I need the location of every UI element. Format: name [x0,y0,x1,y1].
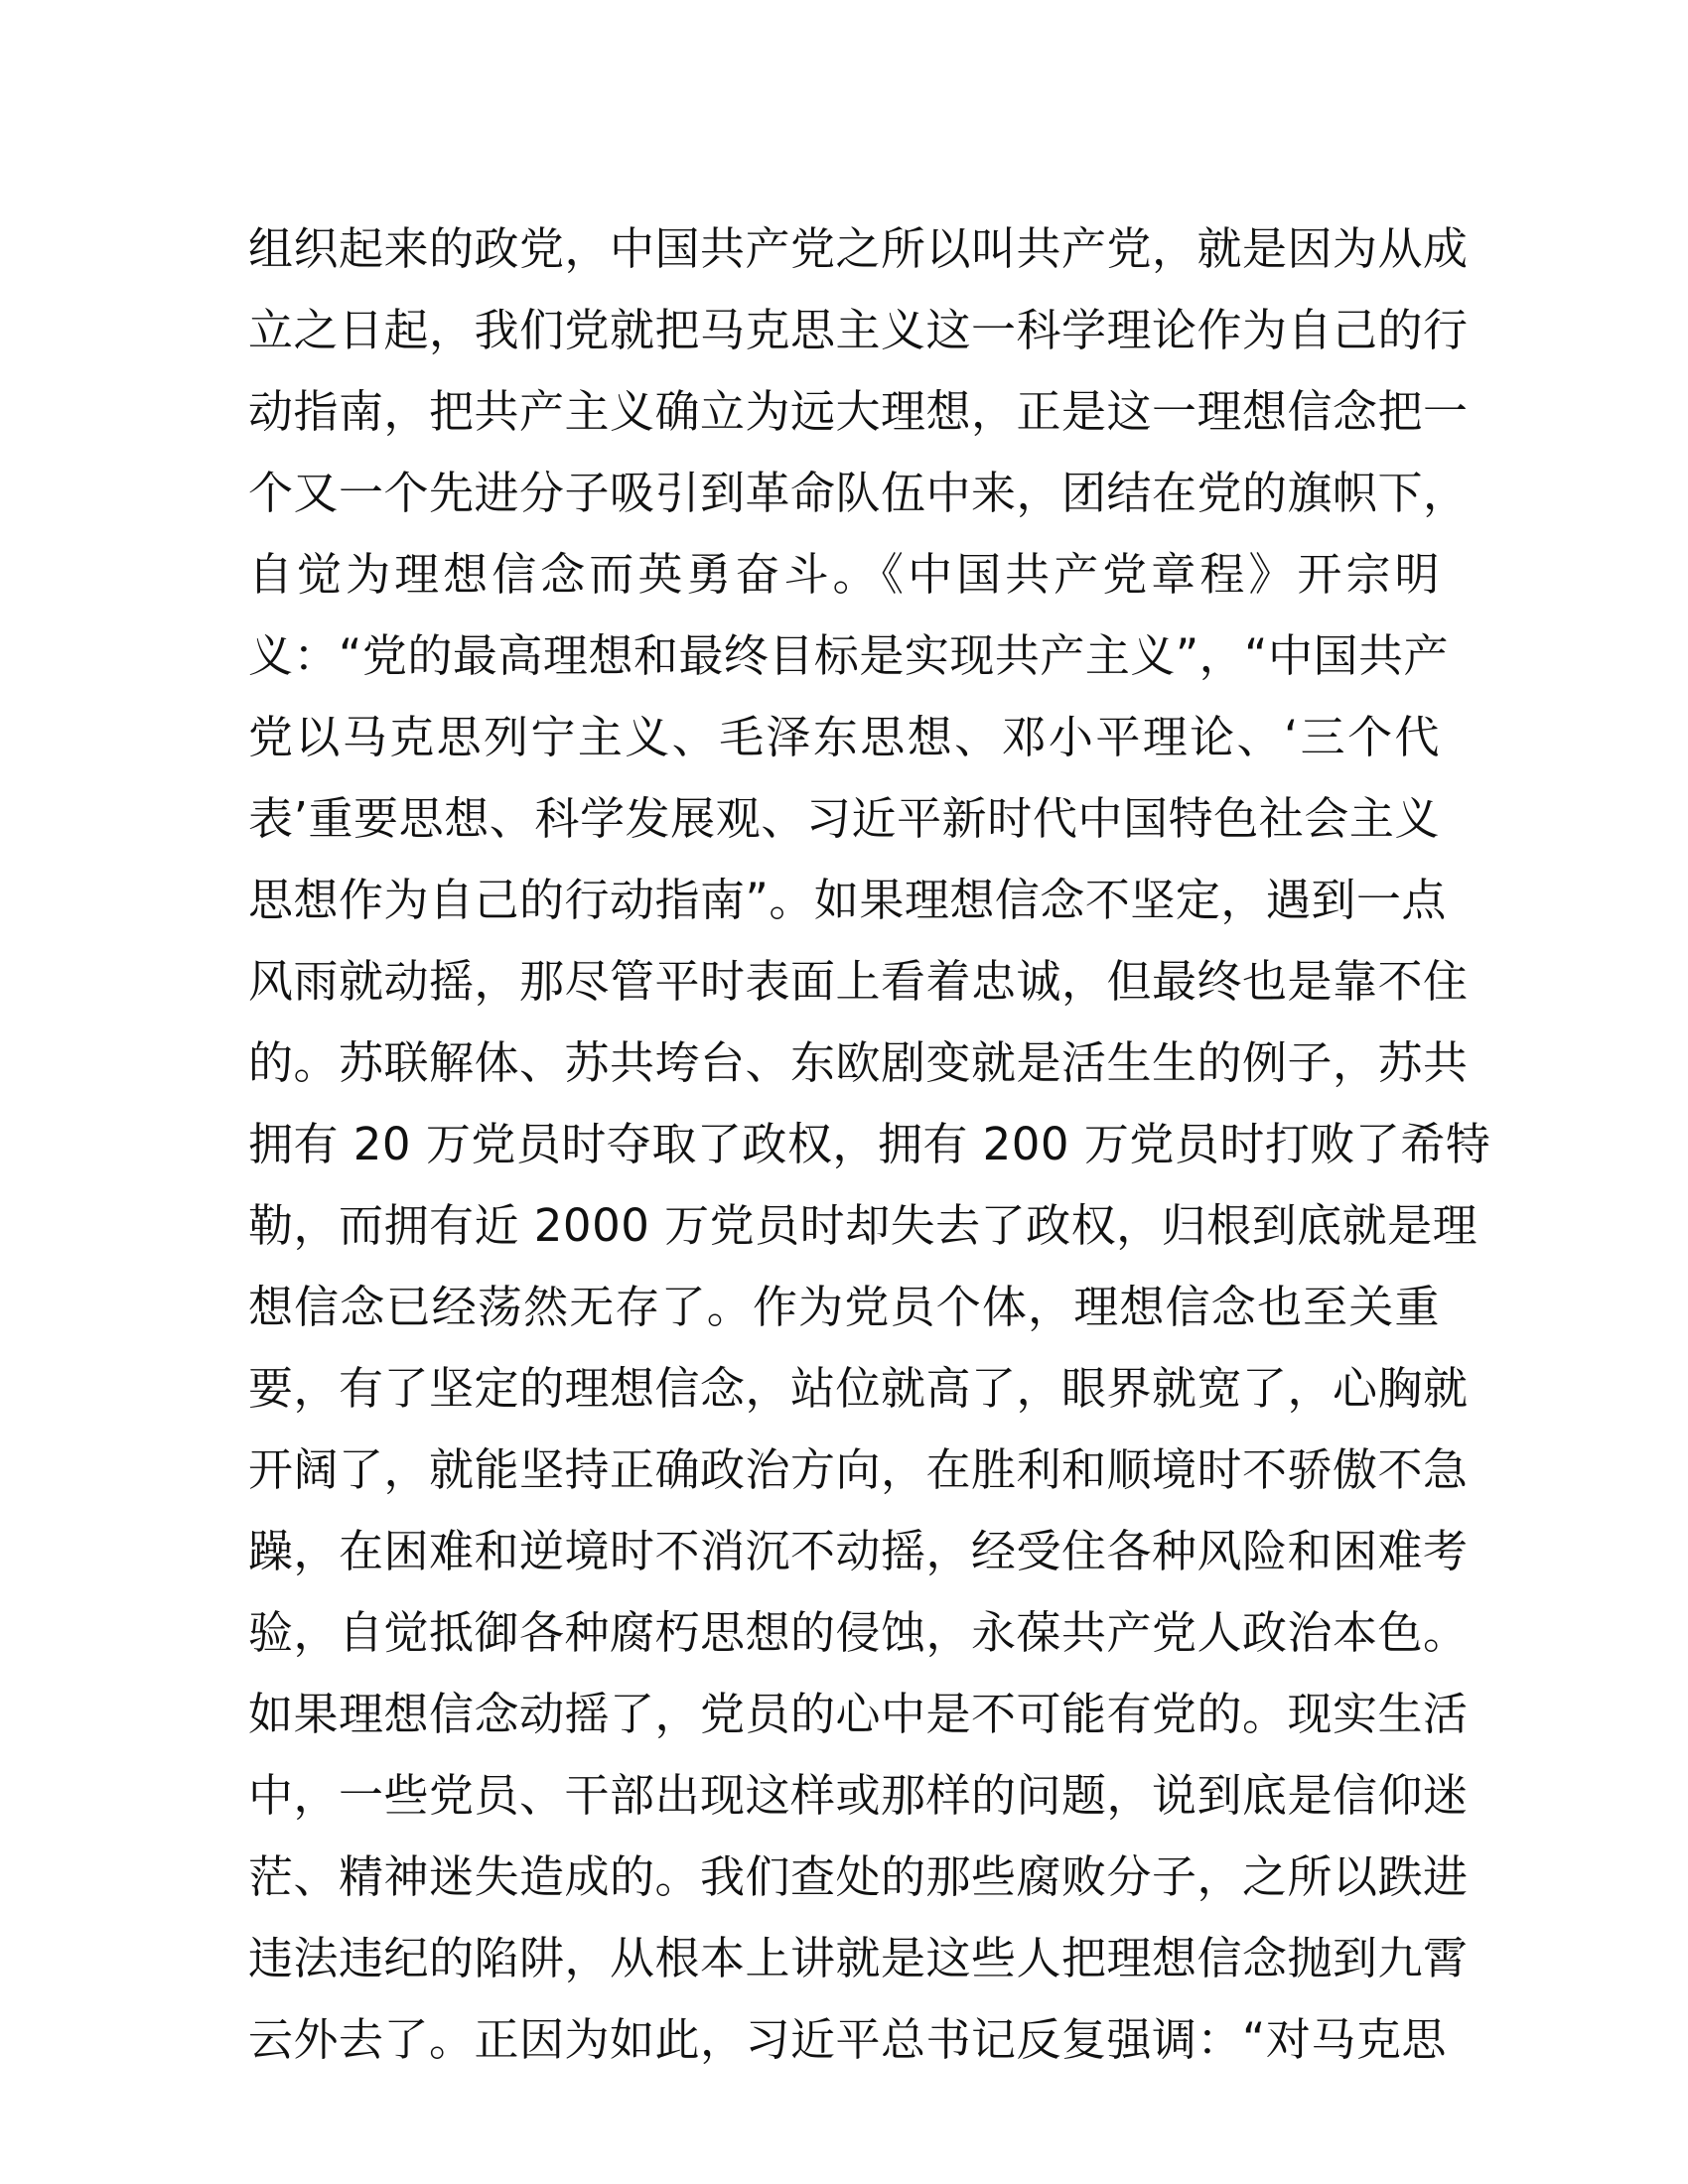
text-line: 拥有 20 万党员时夺取了政权，拥有 200 万党员时打败了希特 [248,1118,1491,1170]
text-line: 中，一些党员、干部出现这样或那样的问题，说到底是信仰迷 [248,1769,1469,1822]
text-line: 风雨就动摇，那尽管平时表面上看着忠诚，但最终也是靠不住 [248,955,1469,1008]
text-line: 躁，在困难和逆境时不消沉不动摇，经受住各种风险和困难考 [248,1525,1469,1577]
text-line: 茫、精神迷失造成的。我们查处的那些腐败分子，之所以跌进 [248,1850,1469,1903]
text-line: 勒，而拥有近 2000 万党员时却失去了政权，归根到底就是理 [248,1199,1478,1252]
text-line: 想信念已经荡然无存了。作为党员个体，理想信念也至关重 [248,1281,1440,1333]
text-line: 验，自觉抵御各种腐朽思想的侵蚀，永葆共产党人政治本色。 [248,1606,1469,1659]
text-line: 如果理想信念动摇了，党员的心中是不可能有党的。现实生活 [248,1688,1469,1740]
text-line: 党以马克思列宁主义、毛泽东思想、邓小平理论、‘三个代 [248,711,1440,763]
text-line: 动指南，把共产主义确立为远大理想，正是这一理想信念把一 [248,385,1469,438]
text-line: 云外去了。正因为如此，习近平总书记反复强调：“对马克思 [248,2013,1447,2066]
text-line: 义：“党的最高理想和最终目标是实现共产主义”，“中国共产 [248,629,1449,682]
text-line: 立之日起，我们党就把马克思主义这一科学理论作为自己的行 [248,304,1469,356]
text-line: 思想作为自己的行动指南”。如果理想信念不坚定，遇到一点 [248,874,1447,926]
text-line: 违法违纪的陷阱，从根本上讲就是这些人把理想信念抛到九霄 [248,1932,1469,1984]
text-line: 表’重要思想、科学发展观、习近平新时代中国特色社会主义 [248,792,1440,845]
text-line: 个又一个先进分子吸引到革命队伍中来，团结在党的旗帜下， [248,467,1469,519]
text-line: 开阔了，就能坚持正确政治方向，在胜利和顺境时不骄傲不急 [248,1443,1469,1496]
text-line: 的。苏联解体、苏共垮台、东欧剧变就是活生生的例子，苏共 [248,1036,1469,1089]
body-text [248,208,1491,2081]
text-line: 组织起来的政党，中国共产党之所以叫共产党，就是因为从成 [248,222,1469,275]
text-line: 自觉为理想信念而英勇奋斗。《中国共产党章程》开宗明 [248,548,1440,601]
text-line: 要，有了坚定的理想信念，站位就高了，眼界就宽了，心胸就 [248,1362,1469,1415]
